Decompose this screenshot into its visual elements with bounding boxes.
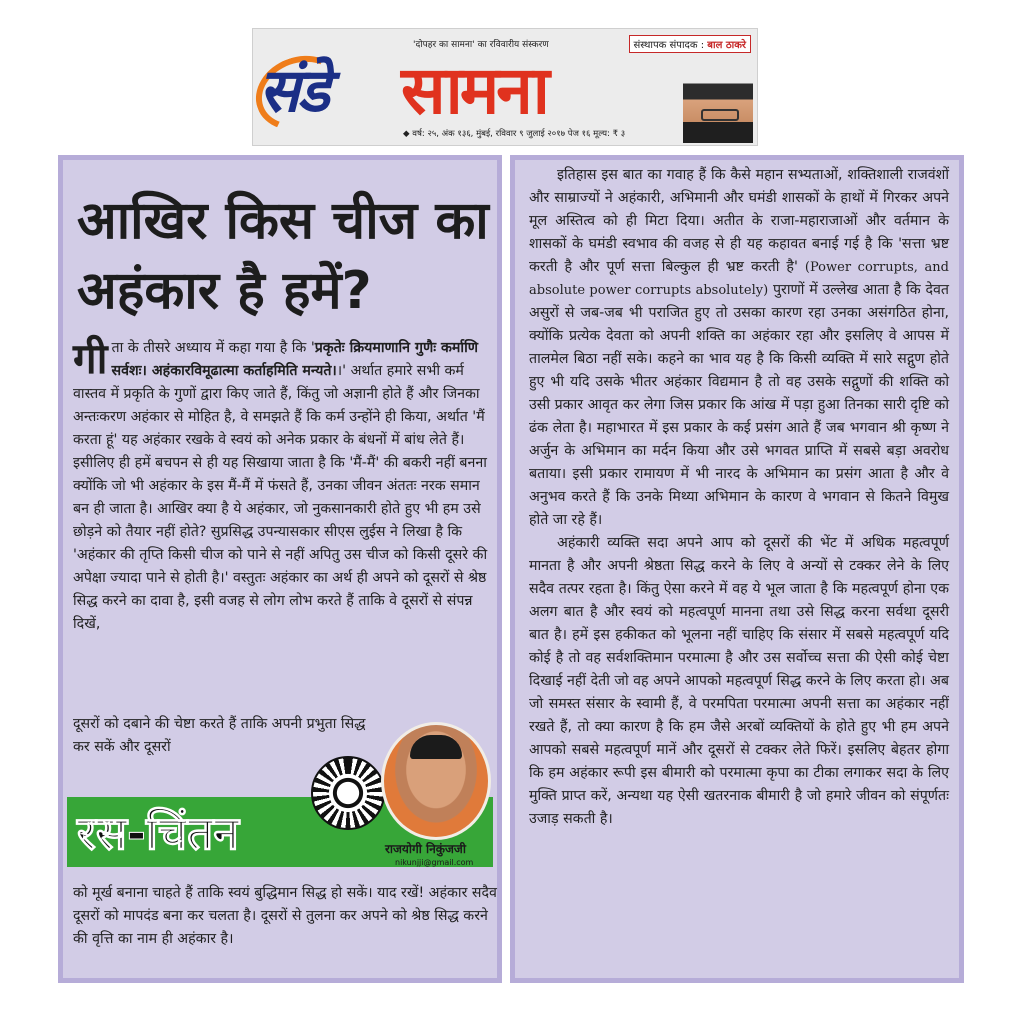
editor-label: संस्थापक संपादक :: [633, 40, 705, 51]
masthead-title: सामना: [401, 51, 547, 129]
masthead-photo: [683, 73, 753, 143]
masthead-sunday: संडे: [259, 56, 328, 126]
author-photo: [381, 722, 491, 840]
column-name: रस-चिंतन: [77, 806, 239, 860]
editor-name: बाल ठाकरे: [707, 40, 746, 51]
lead-intro: ता के तीसरे अध्याय में कहा गया है कि ': [111, 340, 315, 356]
dropcap: गी: [73, 334, 108, 383]
masthead-subtitle: 'दोपहर का सामना' का रविवारीय संस्करण: [413, 40, 549, 50]
right-paragraph-1: इतिहास इस बात का गवाह हैं कि कैसे महान सभ्यताओं, शक्तिशाली राजवंशों और साम्राज्यों ने अहंकारी, अभिमानी और घमंडी शासकों के हाथों में गिरकर अपने मूल अस्तित्व को ही मिटा दिया। अतीत के राजा-महाराजाओं और वर्तमान के शासकों के घमंडी स्वभाव की वजह से ही यह कहावत बनाई गई है कि 'सत्ता भ्रष्ट करती है और पूर्ण सत्ता बिल्कुल ही भ्रष्ट करती है' (Power corrupts, and absolute power corrupts absolutely) पुराणों में उल्लेख आता है कि देवत असुरों से जब-जब भी पराजित हुए तो उसका कारण रहा उनका असंगठित होना, क्योंकि प्रत्येक देवता को अपनी शक्ति का अहंकार रहा और इसलिए वे आपस में तालमेल बिठा नहीं सके। कहने का भाव यह है कि किसी व्यक्ति में सारे सद्गुण होते हुए भी यदि उसके भीतर अहंकार विद्यमान है तो वह उसके सद्गुणों की शक्ति को उसी प्रकार आवृत कर लेगा जिस प्रकार कि आंख में पड़ा हुआ तिनका सारी दृष्टि को ढंक लेता है। महाभारत में इस प्रकार के कई प्रसंग आते हैं जब भगवान श्री कृष्ण ने अर्जुन के अभिमान का मर्दन किया और उसे भगवत प्राप्ति में सबसे बड़ा अवरोध बताया। इसी प्रकार रामायण में भी नारद के अभिमान का प्रसंग आता है और वे अनुभव करते हैं कि उनके मिथ्या अभिमान के कारण वे भगवान से कितने विमुख होते जा रहे हैं।: [529, 167, 949, 528]
author-name: राजयोगी निकुंजजी: [385, 842, 466, 856]
right-body: [529, 164, 949, 831]
right-paragraph-2: अहंकारी व्यक्ति सदा अपने आप को दूसरों की भेंट में अधिक महत्वपूर्ण मानता है और अपनी श्रेष्ठता सिद्ध करने के लिए वे अन्यों से टक्कर लेने के लिए सदैव तत्पर रहता है। किंतु ऐसा करने में वह ये भूल जाता है कि महत्वपूर्ण होना एक अलग बात है और स्वयं को महत्वपूर्ण मानना तथा उसे सिद्ध करना सर्वथा दूसरी बात है। हमें इस हकीकत को भूलना नहीं चाहिए कि संसार में सबसे महत्वपूर्ण यदि कोई है तो वह सर्वशक्तिमान परमात्मा है और उस सर्वोच्च सत्ता की ऐसी कोई चेष्टा दिखाई नहीं देती जो वह अपने आपको महत्वपूर्ण सिद्ध करने के लिए करता हो। अब जो समस्त संसार के स्वामी हैं, वे परमपिता परमात्मा अपनी सत्ता का अहंकार नहीं रखते हैं, तो क्या कारण है कि हम जैसे अरबों व्यक्तियों के होते हुए भी हम अपने आपको सबसे महत्वपूर्ण मानें और दूसरों से टक्कर लेते फिरें। इसलिए बेहतर होगा कि हम अहंकार रूपी इस बीमारी को परमात्मा कृपा का टीका लगाकर सदा के लिए मुक्ति प्राप्त करें, अन्यथा यह ऐसी खतरनाक बीमारी है जो हमारे जीवन को संपूर्णतः उजाड़ सकती है।: [529, 535, 949, 827]
lead-shloka: प्रकृतेः क्रियमाणानि गुणैः कर्माणि सर्वशः। अहंकारविमूढात्मा कर्ताहमिति मन्यते।: [111, 340, 479, 379]
masthead: [252, 28, 758, 146]
emblem-icon: [311, 756, 385, 830]
lead-rest: ।' अर्थात हमारे सभी कर्म वास्तव में प्रकृति के गुणों द्वारा किए जाते हैं, किंतु जो अज्ञानी होते हैं और जिनका अन्तःकरण अहंकार से मोहित है, वे समझते हैं कि कर्म उन्होंने ही किया, अर्थात 'मैं करता हूं' यह अहंकार रखके वे स्वयं को अनेक प्रकार के बंधनों में बांध लेते हैं। इसीलिए ही हमें बचपन से ही यह सिखाया जाता है कि 'मैं-मैं' की बकरी नहीं बनना क्योंकि जो भी अहंकार के इस मैं-मैं में फंसते हैं, उनका जीवन अंततः नरक समान बन ही जाता है। आखिर क्या है ये अहंकार, जो नुकसानकारी होते हुए भी हम उसे छोड़ने को तैयार नहीं होते? सुप्रसिद्ध उपन्यासकार सीएस लुईस ने लिखा है कि 'अहंकार की तृप्ति किसी चीज को पाने से नहीं अपितु उस चीज को किसी दूसरे की अपेक्षा ज्यादा पाने से होती है।' वस्तुतः अहंकार का अर्थ ही अपने को दूसरों से श्रेष्ठ सिद्ध करने का दावा है, इसी वजह से लोग लोभ करते हैं ताकि वे दूसरों से संपन्न दिखें,: [73, 363, 488, 632]
article-left-column: [58, 155, 502, 983]
masthead-issue-line: ◆ वर्ष: २५, अंक १३६, मुंबई, रविवार ९ जुलाई २०१७ पेज १६ मूल्य: ₹ ३: [403, 129, 626, 139]
lead-end: को मूर्ख बनाना चाहते हैं ताकि स्वयं बुद्धिमान सिद्ध हो सकें। याद रखें! अहंकार सदैव दूसरों को मापदंड बना कर चलता है। दूसरों से तुलना कर अपने को श्रेष्ठ सिद्ध करने की वृत्ति का नाम ही अहंकार है।: [73, 885, 497, 947]
article-lead: [73, 334, 493, 636]
author-email: nikunjji@gmail.com: [395, 858, 474, 867]
english-quote: (Power corrupts, and absolute power corrupts absolutely): [529, 260, 949, 298]
article-headline: आखिर किस चीज का अहंकार है हमें?: [77, 191, 489, 321]
masthead-editor: [629, 35, 751, 53]
lead-lower: दूसरों को दबाने की चेष्टा करते हैं ताकि अपनी प्रभुता सिद्ध कर सकें और दूसरों: [73, 716, 366, 755]
article-right-column: [510, 155, 964, 983]
